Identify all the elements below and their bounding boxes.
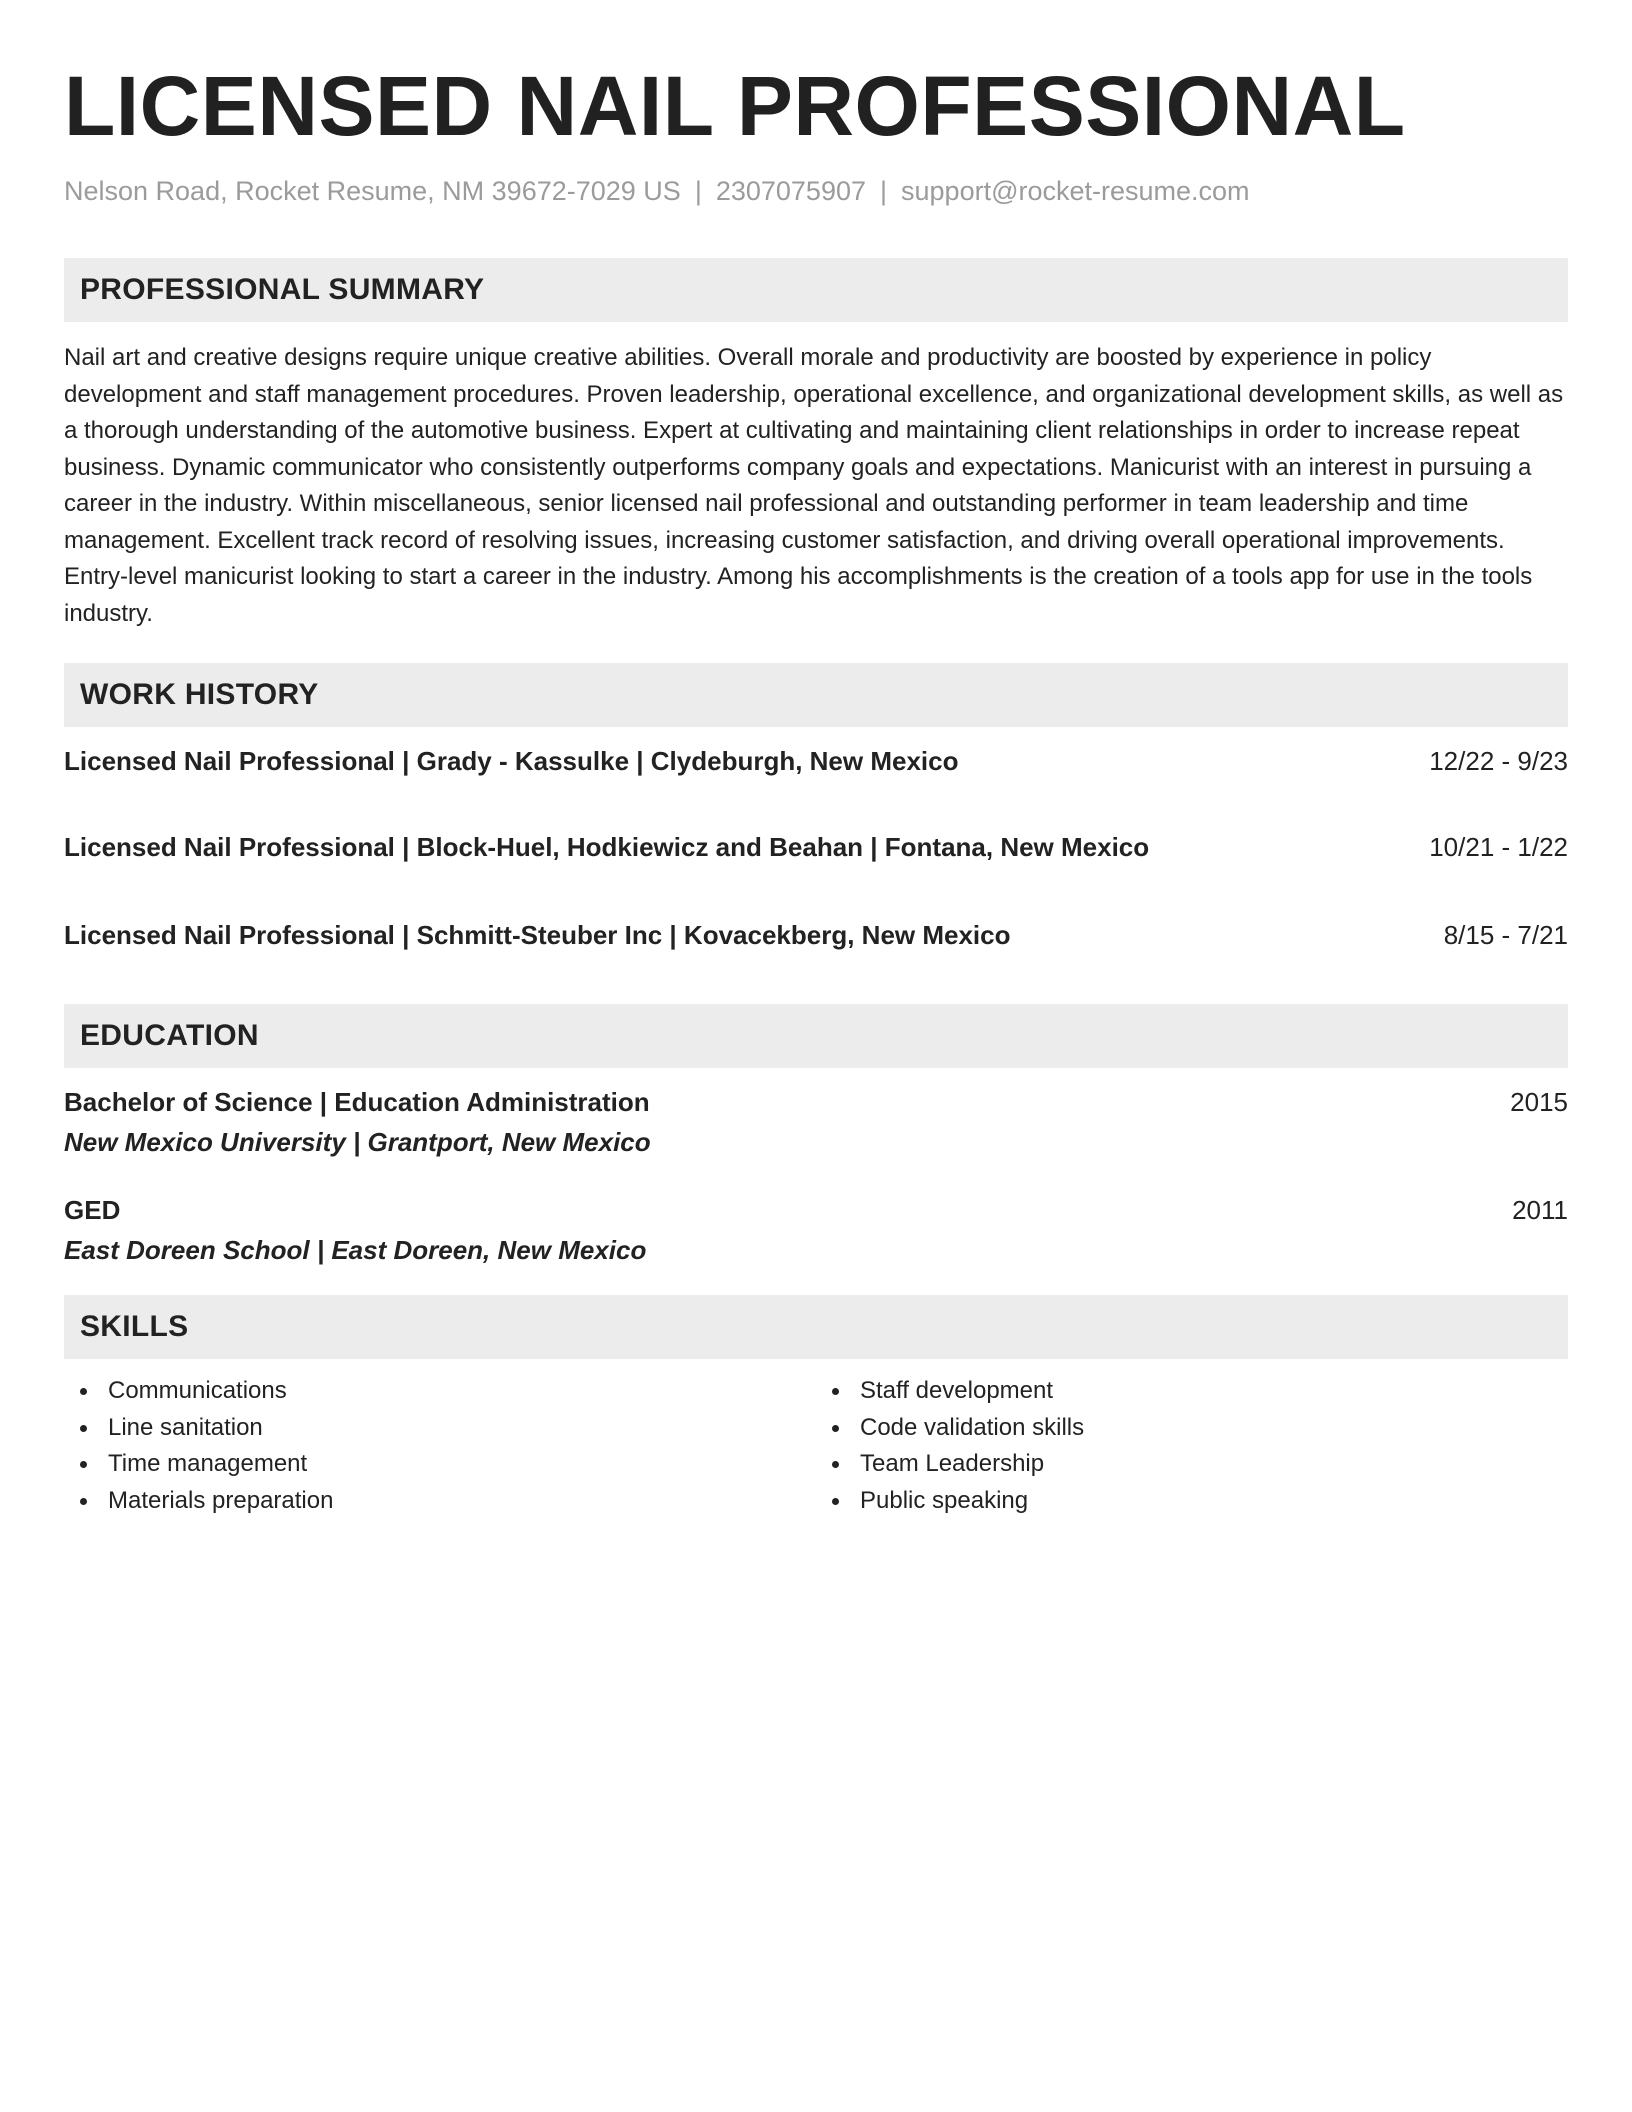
skill-label: Team Leadership: [860, 1450, 1045, 1477]
bullet-icon: [832, 1425, 839, 1432]
skill-item: [816, 1410, 1568, 1447]
contact-line: [64, 174, 1568, 208]
contact-email: support@rocket-resume.com: [901, 176, 1250, 206]
summary-paragraph: Nail art and creative designs require unique creative abilities. Overall morale and productivity are boosted by experience in policy development and staff management procedures. Proven leadership, operational excellence, and organizational development skills, as well as a thorough understanding of the automotive business. Expert at cultivating and maintaining client relationships in order to increase repeat business. Dynamic communicator who consistently outperforms company goals and expectations. Manicurist with an interest in pursuing a career in the industry. Within miscellaneous, senior licensed nail professional and outstanding performer in team leadership and time management. Excellent track record of resolving issues, increasing customer satisfaction, and driving overall operational improvements. Entry-level manicurist looking to start a career in the industry. Among his accomplishments is the creation of a tools app for use in the tools industry.: [64, 344, 1564, 627]
skill-item: [64, 1410, 816, 1447]
education-school: East Doreen School | East Doreen, New Mexico: [64, 1235, 647, 1265]
section-header-skills: SKILLS: [64, 1295, 1568, 1359]
job-dates: 8/15 - 7/21: [1443, 920, 1568, 950]
contact-separator: |: [694, 176, 702, 206]
skill-label: Public speaking: [860, 1486, 1029, 1514]
section-header-work-history: WORK HISTORY: [64, 663, 1568, 727]
bullet-icon: [832, 1498, 839, 1505]
skill-item: [64, 1446, 816, 1483]
bullet-icon: [80, 1425, 87, 1432]
section-header-summary: PROFESSIONAL SUMMARY: [64, 258, 1568, 322]
skill-item: [816, 1483, 1568, 1520]
education-entry: [64, 1193, 1568, 1267]
education-entry: [64, 1085, 1568, 1159]
skill-label: Staff development: [860, 1377, 1054, 1404]
job-title: Licensed Nail Professional | Block-Huel, Hodkiewicz and Beahan | Fontana, New Mexico: [64, 832, 1150, 862]
job-entry: [64, 744, 1568, 778]
skills-list: [64, 1373, 1568, 1519]
skill-label: Code validation skills: [860, 1413, 1085, 1441]
contact-address: Nelson Road, Rocket Resume, NM 39672-7029 US: [64, 176, 681, 206]
education-school: New Mexico University | Grantport, New Mexico: [64, 1127, 651, 1157]
job-title: Licensed Nail Professional | Schmitt-Steuber Inc | Kovacekberg, New Mexico: [64, 920, 1011, 950]
contact-phone: 2307075907: [715, 176, 866, 206]
skills-column-left: [64, 1373, 816, 1519]
skill-label: Materials preparation: [108, 1486, 334, 1514]
section-header-education: EDUCATION: [64, 1004, 1568, 1068]
skill-label: Time management: [108, 1450, 308, 1477]
education-year: 2015: [1510, 1087, 1568, 1117]
bullet-icon: [80, 1498, 87, 1505]
skill-item: [64, 1373, 816, 1410]
bullet-icon: [80, 1388, 87, 1395]
job-dates: 10/21 - 1/22: [1429, 832, 1568, 862]
skill-label: Communications: [108, 1377, 287, 1404]
job-dates: 12/22 - 9/23: [1429, 746, 1568, 776]
job-title: Licensed Nail Professional | Grady - Kassulke | Clydeburgh, New Mexico: [64, 746, 959, 776]
skill-item: [816, 1373, 1568, 1410]
skill-item: [816, 1446, 1568, 1483]
skills-column-right: [816, 1373, 1568, 1519]
skill-item: [64, 1483, 816, 1520]
resume-name-title: LICENSED NAIL PROFESSIONAL: [64, 59, 1406, 153]
bullet-icon: [80, 1461, 87, 1468]
education-degree: GED: [64, 1195, 121, 1225]
bullet-icon: [832, 1461, 839, 1468]
contact-separator: |: [880, 176, 888, 206]
skill-label: Line sanitation: [108, 1413, 263, 1441]
education-year: 2011: [1512, 1195, 1568, 1225]
education-degree: Bachelor of Science | Education Administration: [64, 1087, 650, 1117]
job-entry: [64, 918, 1568, 952]
job-entry: [64, 830, 1568, 864]
bullet-icon: [832, 1388, 839, 1395]
